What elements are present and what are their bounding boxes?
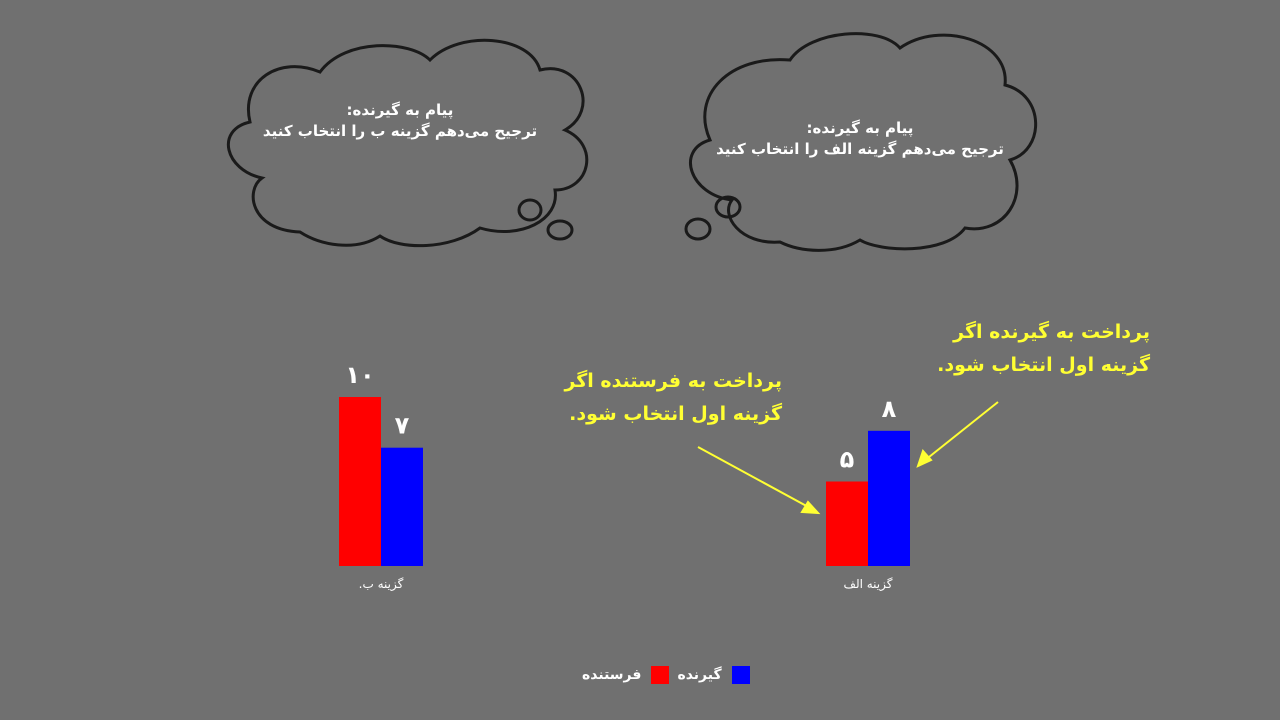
receiver-arrowhead <box>918 451 931 466</box>
left-cloud-title: پیام به گیرنده: <box>346 101 454 119</box>
legend-label-receiver: گیرنده <box>677 667 722 683</box>
right-cloud-body: ترجیح می‌دهم گزینه الف را انتخاب کنید <box>716 140 1004 158</box>
receiver-annotation <box>920 316 1150 382</box>
bar-receiver-option-b <box>381 448 423 566</box>
receiver-annotation-line2: گزینه اول انتخاب شود. <box>937 354 1150 376</box>
bar-sender-option-b <box>339 397 381 566</box>
receiver-arrow <box>924 402 998 461</box>
category-label-option-b: گزینه ب. <box>358 577 404 591</box>
right-cloud-text <box>700 118 1020 160</box>
legend <box>582 664 768 686</box>
bar-sender-option-a <box>826 482 868 567</box>
data-label-receiver-option-b: ۷ <box>394 411 410 440</box>
sender-annotation-line1: پرداخت به فرستنده اگر <box>564 370 782 392</box>
left-thought-cloud <box>228 40 586 245</box>
legend-item-sender <box>582 666 669 684</box>
legend-swatch-receiver <box>732 666 750 684</box>
data-label-receiver-option-a: ۸ <box>881 394 897 423</box>
left-cloud-body: ترجیح می‌دهم گزینه ب را انتخاب کنید <box>262 122 538 140</box>
sender-annotation <box>560 365 782 431</box>
data-label-sender-option-b: ۱۰ <box>345 361 375 389</box>
legend-label-sender: فرستنده <box>582 667 642 683</box>
category-label-option-a: گزینه الف <box>843 577 893 591</box>
data-label-sender-option-a: ۵ <box>839 445 855 474</box>
left-cloud-text <box>240 100 560 142</box>
right-cloud-title: پیام به گیرنده: <box>806 119 914 137</box>
receiver-annotation-line1: پرداخت به گیرنده اگر <box>953 321 1150 343</box>
legend-swatch-sender <box>651 666 669 684</box>
sender-annotation-line2: گزینه اول انتخاب شود. <box>569 403 782 425</box>
sender-arrow <box>698 447 812 509</box>
bar-receiver-option-a <box>868 431 910 566</box>
sender-arrowhead <box>802 502 818 513</box>
legend-item-receiver <box>677 666 749 684</box>
